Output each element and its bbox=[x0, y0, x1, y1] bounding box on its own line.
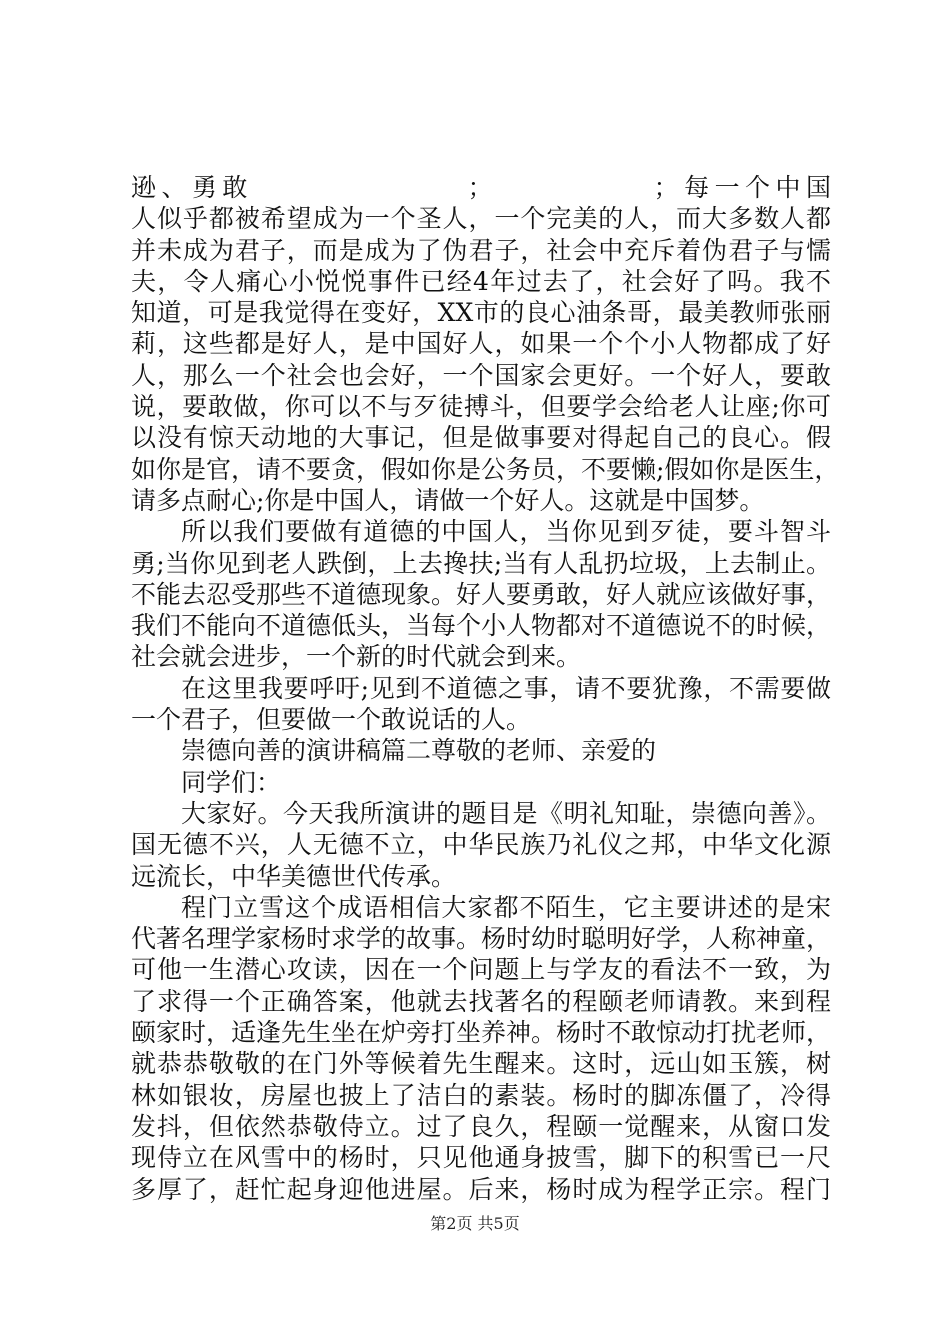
text-line: 知道，可是我觉得在变好，XX市的良心油条哥，最美教师张丽 bbox=[131, 298, 831, 328]
text-line: 并未成为君子，而是成为了伪君子，社会中充斥着伪君子与懦 bbox=[131, 235, 831, 265]
text-line: 多厚了，赶忙起身迎他进屋。后来，杨时成为程学正宗。程门 bbox=[131, 1174, 831, 1204]
text-line: 同学们： bbox=[181, 767, 282, 797]
text-line: 林如银妆，房屋也披上了洁白的素装。杨时的脚冻僵了，冷得 bbox=[131, 1080, 831, 1110]
text-line: 颐家时，适逢先生坐在炉旁打坐养神。杨时不敢惊动打扰老师， bbox=[131, 1018, 832, 1048]
text-line: 就恭恭敬敬的在门外等候着先生醒来。这时，远山如玉簇，树 bbox=[131, 1049, 831, 1079]
text-line: 发抖，但依然恭敬侍立。过了良久，程颐一觉醒来，从窗口发 bbox=[131, 1111, 831, 1141]
text-line: 一个君子，但要做一个敢说话的人。 bbox=[131, 705, 532, 735]
text-line: 夫，令人痛心小悦悦事件已经4年过去了，社会好了吗。我不 bbox=[131, 266, 831, 296]
text-line: 社会就会进步，一个新的时代就会到来。 bbox=[131, 642, 582, 672]
text-line: 逊、勇敢 ； ；每一个中国 bbox=[131, 173, 831, 202]
text-line: 代著名理学家杨时求学的故事。杨时幼时聪明好学，人称神童， bbox=[131, 924, 832, 954]
text-line: 我们不能向不道德低头，当每个小人物都对不道德说不的时候， bbox=[131, 611, 832, 641]
text-line: 远流长，中华美德世代传承。 bbox=[131, 861, 457, 891]
text-line: 国无德不兴，人无德不立，中华民族乃礼仪之邦，中华文化源 bbox=[131, 830, 831, 860]
text-line: 了求得一个正确答案，他就去找著名的程颐老师请教。来到程 bbox=[131, 986, 831, 1016]
text-line: 崇德向善的演讲稿篇二尊敬的老师、亲爱的 bbox=[181, 736, 657, 766]
text-line: 以没有惊天动地的大事记，但是做事要对得起自己的良心。假 bbox=[131, 423, 831, 453]
text-line: 莉，这些都是好人，是中国好人，如果一个个小人物都成了好 bbox=[131, 329, 831, 359]
text-line: 请多点耐心;你是中国人，请做一个好人。这就是中国梦。 bbox=[131, 485, 765, 515]
text-line: 如你是官，请不要贪，假如你是公务员，不要懒;假如你是医生， bbox=[131, 454, 840, 484]
text-line: 现侍立在风雪中的杨时，只见他通身披雪，脚下的积雪已一尺 bbox=[131, 1143, 831, 1173]
text-line: 不能去忍受那些不道德现象。好人要勇敢，好人就应该做好事， bbox=[131, 579, 832, 609]
text-line: 勇;当你见到老人跌倒，上去搀扶;当有人乱扔垃圾，上去制止。 bbox=[131, 548, 831, 578]
text-line: 所以我们要做有道德的中国人，当你见到歹徒，要斗智斗 bbox=[181, 517, 831, 547]
document-body bbox=[131, 172, 840, 1205]
text-line: 大家好。今天我所演讲的题目是《明礼知耻，崇德向善》。 bbox=[181, 798, 831, 828]
text-line: 可他一生潜心攻读，因在一个问题上与学友的看法不一致，为 bbox=[131, 955, 831, 985]
page-number-footer: 第2页 共5页 bbox=[430, 1214, 520, 1233]
text-line: 在这里我要呼吁;见到不道德之事，请不要犹豫，不需要做 bbox=[181, 673, 831, 703]
text-line: 程门立雪这个成语相信大家都不陌生，它主要讲述的是宋 bbox=[181, 892, 831, 922]
text-line: 说，要敢做，你可以不与歹徒搏斗，但要学会给老人让座;你可 bbox=[131, 392, 831, 422]
text-line: 人，那么一个社会也会好，一个国家会更好。一个好人，要敢 bbox=[131, 360, 831, 390]
text-line: 人似乎都被希望成为一个圣人，一个完美的人，而大多数人都 bbox=[131, 204, 831, 234]
